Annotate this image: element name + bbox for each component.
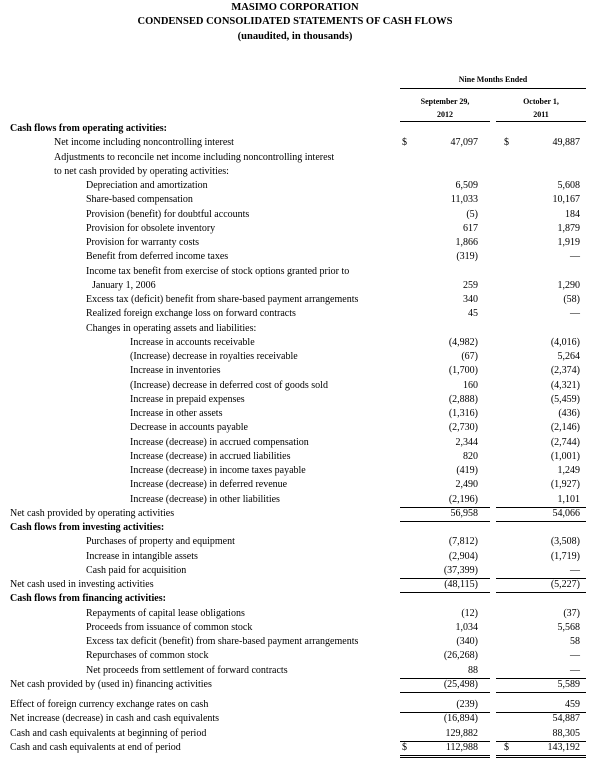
row-label: Income tax benefit from exercise of stock options granted prior to (86, 265, 350, 277)
value-2011: 1,919 (557, 237, 580, 248)
row-label: Net cash provided by operating activities (10, 507, 175, 519)
value-2011: 10,167 (552, 194, 580, 206)
total-rule (400, 755, 490, 756)
row-label: Increase (decrease) in accrued liabilities (130, 450, 291, 462)
value-2011: 1,879 (557, 222, 580, 234)
currency-symbol: $ (504, 741, 509, 753)
total-rule (496, 692, 586, 693)
row-label: Cash and cash equivalents at end of period (10, 741, 181, 753)
value-2011: 184 (565, 208, 580, 220)
value-2011: (1,719) (550, 550, 580, 562)
col2-year: 2011 (533, 110, 549, 119)
value-2011: 58 (570, 636, 580, 647)
row-label: Increase in prepaid expenses (130, 393, 245, 405)
value-2011: (1,927) (550, 479, 580, 491)
total-rule (496, 755, 586, 756)
row-label: Net cash used in investing activities (10, 579, 154, 590)
value-2011: — (570, 664, 580, 676)
value-2011: 49,887 (552, 137, 580, 149)
value-2012: 6,509 (455, 180, 478, 191)
col1-date: September 29, (420, 97, 470, 106)
value-2011: (5,227) (550, 579, 580, 590)
table-row (0, 521, 590, 535)
currency-symbol: $ (504, 137, 509, 149)
table-row (0, 607, 590, 621)
table-row (0, 450, 590, 464)
value-2011: 54,066 (552, 507, 580, 519)
value-2012: 160 (463, 379, 478, 391)
row-label: Realized foreign exchange loss on forward contracts (86, 308, 296, 320)
row-label: to net cash provided by operating activities: (54, 165, 229, 177)
period-header: Nine Months Ended (458, 75, 528, 84)
table-row (0, 635, 590, 649)
table-row (0, 364, 590, 378)
row-label: Repurchases of common stock (86, 650, 209, 662)
table-row (0, 136, 590, 150)
table-row (0, 122, 590, 136)
row-label: Proceeds from issuance of common stock (86, 621, 253, 633)
value-2012: 1,866 (455, 237, 478, 248)
row-label: Adjustments to reconcile net income including noncontrolling interest (54, 151, 335, 163)
row-label: Provision for obsolete inventory (86, 222, 216, 234)
table-row (0, 564, 590, 578)
table-row (0, 664, 590, 678)
table-row (0, 464, 590, 478)
total-rule (400, 692, 490, 693)
value-2011: (2,744) (550, 436, 580, 448)
row-label: Cash paid for acquisition (86, 564, 187, 576)
col1-year: 2012 (437, 110, 453, 119)
value-2011: (4,321) (550, 379, 580, 391)
value-2012: 259 (463, 279, 478, 291)
table-row (0, 293, 590, 307)
row-label: Net cash provided by (used in) financing activities (10, 678, 212, 690)
value-2012: 820 (463, 450, 478, 462)
row-label: Increase in other assets (130, 408, 223, 419)
table-row (0, 698, 590, 712)
value-2011: (436) (558, 408, 580, 419)
value-2011: 5,589 (557, 678, 580, 690)
table-row (0, 250, 590, 264)
value-2012: 47,097 (450, 137, 478, 149)
table-row (0, 208, 590, 222)
table-row (0, 322, 590, 336)
value-2011: (37) (563, 607, 580, 619)
value-2012: 2,344 (455, 436, 478, 448)
value-2012: 2,490 (455, 479, 478, 491)
value-2011: (4,016) (550, 336, 580, 348)
row-label: (Increase) decrease in royalties receivable (130, 351, 298, 362)
row-label: Cash flows from financing activities: (10, 593, 166, 605)
value-2012: 56,958 (450, 507, 478, 519)
table-row (0, 165, 590, 179)
row-label: Benefit from deferred income taxes (86, 251, 229, 263)
table-row (0, 222, 590, 236)
row-label: Provision (benefit) for doubtful accounts (86, 208, 250, 220)
table-row (0, 727, 590, 741)
table-row (0, 407, 590, 421)
table-row (0, 478, 590, 492)
value-2011: (3,508) (550, 536, 580, 548)
table-row (0, 621, 590, 635)
value-2012: (419) (456, 465, 478, 476)
table-row (0, 550, 590, 564)
row-label: Increase (decrease) in income taxes payable (130, 465, 306, 476)
value-2012: (2,196) (448, 493, 478, 505)
value-2011: 1,290 (557, 279, 580, 291)
row-label: Increase in intangible assets (86, 550, 198, 562)
table-row (0, 578, 590, 592)
total-rule (400, 757, 490, 758)
value-2012: (16,894) (443, 713, 478, 725)
value-2012: (67) (461, 351, 478, 362)
row-label: Increase in accounts receivable (130, 336, 255, 348)
table-row (0, 493, 590, 507)
row-label: Cash flows from operating activities: (10, 123, 168, 134)
row-label: Net increase (decrease) in cash and cash equivalents (10, 713, 220, 725)
value-2012: (319) (456, 251, 478, 263)
table-row (0, 592, 590, 606)
table-row (0, 379, 590, 393)
value-2011: 88,305 (552, 727, 580, 739)
row-label: Repayments of capital lease obligations (86, 607, 245, 619)
row-label: Decrease in accounts payable (130, 422, 248, 434)
value-2012: 129,882 (445, 727, 478, 739)
value-2012: 88 (468, 664, 478, 676)
value-2012: (2,888) (448, 393, 478, 405)
value-2012: 1,034 (455, 621, 478, 633)
value-2012: 112,988 (445, 741, 478, 753)
row-label: Effect of foreign currency exchange rates on cash (10, 699, 209, 710)
row-label: Purchases of property and equipment (86, 536, 235, 548)
table-row (0, 678, 590, 692)
statement-title: CONDENSED CONSOLIDATED STATEMENTS OF CASH FLOWS (137, 16, 453, 27)
table-row (0, 307, 590, 321)
statement-subtitle: (unaudited, in thousands) (237, 31, 353, 42)
total-rule (496, 757, 586, 758)
row-label: Excess tax (deficit) benefit from share-based payment arrangements (86, 294, 359, 305)
value-2011: 5,568 (557, 621, 580, 633)
table-row (0, 535, 590, 549)
table-row (0, 193, 590, 207)
value-2012: 617 (463, 222, 478, 234)
row-label: (Increase) decrease in deferred cost of goods sold (130, 379, 328, 391)
value-2011: — (570, 564, 580, 576)
value-2012: (239) (456, 699, 478, 710)
table-row (0, 712, 590, 726)
row-label: Cash and cash equivalents at beginning of period (10, 727, 207, 739)
col2-date: October 1, (523, 97, 559, 106)
value-2011: — (570, 308, 580, 320)
value-2012: (7,812) (448, 536, 478, 548)
value-2012: 45 (468, 308, 478, 320)
table-row (0, 336, 590, 350)
row-label: Increase (decrease) in accrued compensation (130, 436, 309, 448)
row-label: Cash flows from investing activities: (10, 522, 165, 533)
value-2012: (25,498) (443, 678, 478, 690)
table-row (0, 741, 590, 755)
row-label: Net proceeds from settlement of forward contracts (86, 664, 288, 676)
row-label: Depreciation and amortization (86, 180, 208, 191)
value-2011: 5,264 (557, 351, 580, 362)
value-2012: (1,316) (448, 408, 478, 419)
table-row (0, 436, 590, 450)
value-2011: 459 (565, 699, 580, 710)
table-row (0, 236, 590, 250)
row-label: Provision for warranty costs (86, 237, 200, 248)
table-row (0, 393, 590, 407)
value-2011: — (570, 650, 580, 662)
table-row (0, 179, 590, 193)
value-2012: (1,700) (448, 365, 478, 377)
value-2011: (58) (563, 294, 580, 305)
value-2012: (37,399) (443, 564, 478, 576)
value-2011: 1,249 (557, 465, 580, 476)
company-name: MASIMO CORPORATION (231, 2, 359, 13)
currency-symbol: $ (402, 137, 407, 149)
value-2011: 143,192 (547, 741, 580, 753)
value-2012: 11,033 (450, 194, 478, 206)
table-row (0, 151, 590, 165)
value-2011: 54,887 (552, 713, 580, 725)
table-row (0, 265, 590, 279)
value-2011: 1,101 (557, 493, 580, 505)
row-label: Increase (decrease) in deferred revenue (130, 479, 288, 491)
table-row (0, 507, 590, 521)
row-label: Increase (decrease) in other liabilities (130, 493, 280, 505)
value-2012: (2,730) (448, 422, 478, 434)
table-row (0, 279, 590, 293)
value-2012: (2,904) (448, 550, 478, 562)
value-2011: (2,146) (550, 422, 580, 434)
value-2012: (5) (466, 208, 478, 220)
table-row (0, 350, 590, 364)
row-label: Changes in operating assets and liabilities: (86, 322, 257, 334)
value-2011: (5,459) (550, 393, 580, 405)
value-2012: (12) (461, 607, 478, 619)
value-2012: (4,982) (448, 336, 478, 348)
table-row (0, 649, 590, 663)
value-2012: (26,268) (443, 650, 478, 662)
value-2012: 340 (463, 294, 478, 305)
value-2011: (2,374) (550, 365, 580, 377)
currency-symbol: $ (402, 741, 407, 753)
value-2011: (1,001) (550, 450, 580, 462)
period-header-rule (400, 88, 586, 89)
value-2012: (340) (456, 636, 478, 647)
table-row (0, 421, 590, 435)
row-label: Increase in inventories (130, 365, 221, 377)
row-label: Excess tax deficit (benefit) from share-based payment arrangements (86, 636, 359, 647)
row-label: January 1, 2006 (92, 279, 156, 291)
value-2011: — (570, 251, 580, 263)
value-2012: (48,115) (444, 579, 478, 590)
row-label: Net income including noncontrolling interest (54, 137, 234, 149)
value-2011: 5,608 (557, 180, 580, 191)
row-label: Share-based compensation (86, 194, 193, 206)
